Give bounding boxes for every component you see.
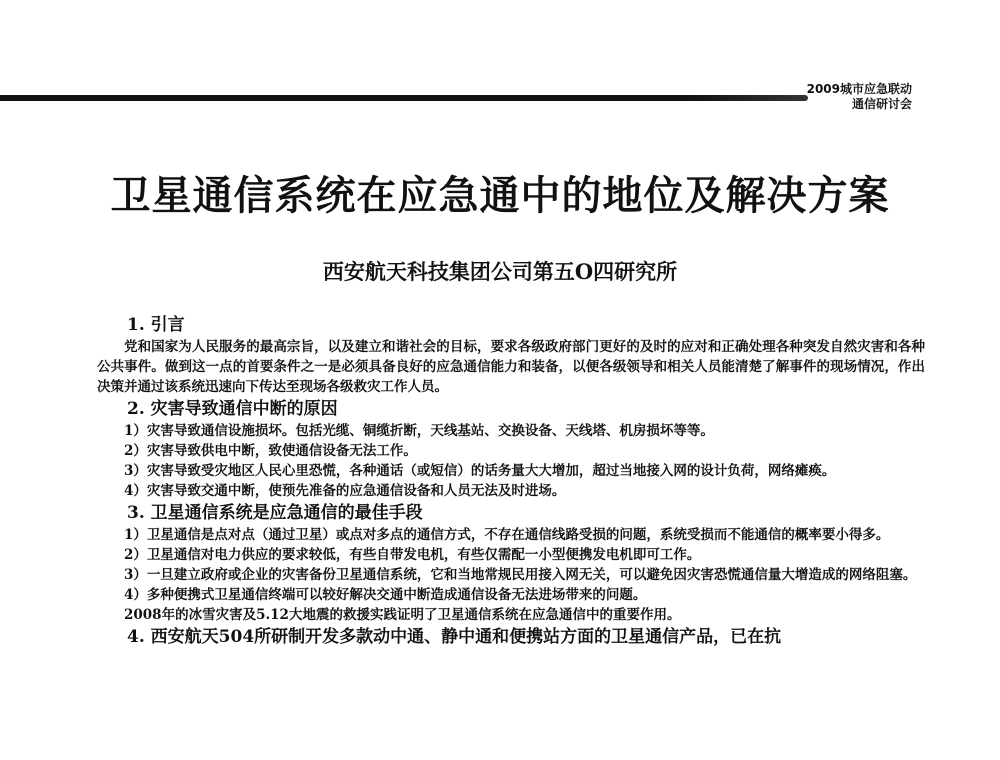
list-item: 3）一旦建立政府或企业的灾害备份卫星通信系统，它和当地常规民用接入网无关，可以避免因灾害恐慌通信量大增造成的网络阻塞。 (124, 567, 917, 583)
conference-header (807, 82, 912, 112)
paragraph: 党和国家为人民服务的最高宗旨，以及建立和谐社会的目标，要求各级政府部门更好的及时的应对和正确处理各种突发自然灾害和各种公共事件。做到这一点的首要条件之一是必须具备良好的应急通信能力和装备，以便各级领导和相关人员能清楚了解事件的现场情况，作出决策并通过该系统迅速向下传达至现场各级救灾工作人员。 (97, 339, 925, 395)
header-rule (0, 95, 808, 101)
list-item: 4）灾害导致交通中断，使预先准备的应急通信设备和人员无法及时进场。 (124, 483, 566, 499)
section-heading: 3. 卫星通信系统是应急通信的最佳手段 (127, 503, 423, 523)
section-introduction (97, 313, 925, 397)
section-heading: 2. 灾害导致通信中断的原因 (127, 399, 338, 419)
list-item: 1）灾害导致通信设施损坏。包括光缆、铜缆折断，天线基站、交换设备、天线塔、机房损坏等等。 (124, 423, 714, 439)
list-item: 2）卫星通信对电力供应的要求较低，有些自带发电机，有些仅需配一小型便携发电机即可工作。 (124, 547, 701, 563)
list-item: 1）卫星通信是点对点（通过卫星）或点对多点的通信方式，不存在通信线路受损的问题，系统受损而不能通信的概率要小得多。 (124, 527, 890, 543)
conference-name: 2009城市应急联动 (806, 82, 912, 96)
section-heading: 1. 引言 (127, 315, 185, 335)
list-item: 2）灾害导致供电中断，致使通信设备无法工作。 (124, 443, 417, 459)
conference-subtitle: 通信研讨会 (851, 97, 912, 111)
organization: 西安航天科技集团公司第五O四研究所 (322, 259, 678, 284)
list-item: 3）灾害导致受灾地区人民心里恐慌，各种通话（或短信）的话务量大大增加，超过当地接入网的设计负荷，网络瘫痪。 (124, 463, 836, 479)
document-title: 卫星通信系统在应急通中的地位及解决方案 (110, 172, 890, 219)
section-satellite-best (97, 501, 925, 625)
list-item: 4）多种便携式卫星通信终端可以较好解决交通中断造成通信设备无法进场带来的问题。 (124, 587, 647, 603)
document-body (97, 313, 925, 649)
section-products (97, 625, 925, 649)
paragraph: 2008年的冰雪灾害及5.12大地震的救援实践证明了卫星通信系统在应急通信中的重要作用。 (124, 607, 681, 623)
section-heading: 4. 西安航天504所研制开发多款动中通、静中通和便携站方面的卫星通信产品，已在抗 (127, 627, 782, 647)
section-causes (97, 397, 925, 501)
